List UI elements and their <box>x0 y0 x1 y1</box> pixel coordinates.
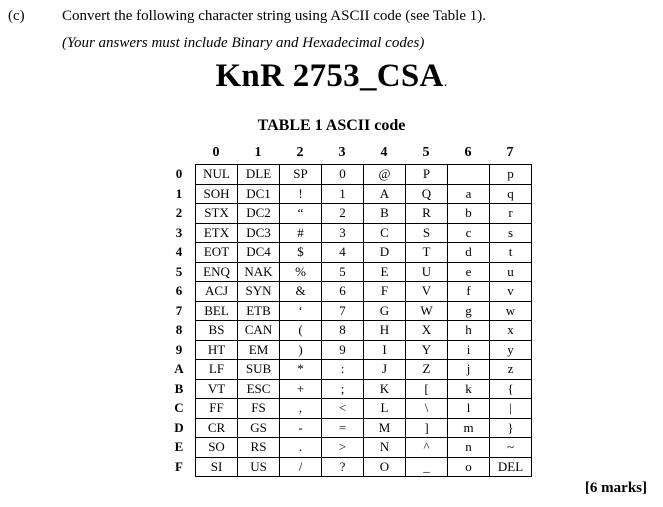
table-cell: G <box>364 301 406 321</box>
table-cell: l <box>448 399 490 419</box>
table-cell: 1 <box>322 184 364 204</box>
table-cell: ETX <box>196 223 238 243</box>
table-cell: # <box>280 223 322 243</box>
table-cell: L <box>364 399 406 419</box>
table-cell: + <box>280 379 322 399</box>
table-cell: B <box>364 204 406 224</box>
table-cell: @ <box>364 165 406 185</box>
column-header: 2 <box>296 145 304 160</box>
table-cell: VT <box>196 379 238 399</box>
table-cell: > <box>322 438 364 458</box>
table-cell: ? <box>322 457 364 477</box>
table-cell: 2 <box>322 204 364 224</box>
table-cell: z <box>490 360 532 380</box>
table-cell: y <box>490 340 532 360</box>
table-cell: M <box>364 418 406 438</box>
table-row <box>196 418 532 438</box>
table-cell: ( <box>280 321 322 341</box>
table-cell: h <box>448 321 490 341</box>
table-cell: \ <box>406 399 448 419</box>
table-cell: A <box>364 184 406 204</box>
table-cell: ) <box>280 340 322 360</box>
table-cell: GS <box>238 418 280 438</box>
table-cell: 4 <box>322 243 364 263</box>
table-cell: x <box>490 321 532 341</box>
table-cell: - <box>280 418 322 438</box>
table-caption: TABLE 1 ASCII code <box>257 117 406 134</box>
row-header: 9 <box>175 341 183 357</box>
table-cell: D <box>364 243 406 263</box>
table-cell: EM <box>238 340 280 360</box>
table-cell: [ <box>406 379 448 399</box>
table-cell: / <box>280 457 322 477</box>
marks-label: [6 marks] <box>584 480 647 496</box>
table-cell: “ <box>280 204 322 224</box>
table-cell: C <box>364 223 406 243</box>
table-cell: c <box>448 223 490 243</box>
table-cell: F <box>364 282 406 302</box>
table-cell: BS <box>196 321 238 341</box>
table-cell: HT <box>196 340 238 360</box>
table-cell: ] <box>406 418 448 438</box>
table-cell: p <box>490 165 532 185</box>
table-cell: i <box>448 340 490 360</box>
table-cell: ^ <box>406 438 448 458</box>
table-row <box>196 360 532 380</box>
table-row <box>196 399 532 419</box>
table-cell: CR <box>196 418 238 438</box>
ascii-table <box>195 164 532 477</box>
table-cell: U <box>406 262 448 282</box>
row-header: 2 <box>175 205 183 220</box>
table-cell: * <box>280 360 322 380</box>
table-cell: d <box>448 243 490 263</box>
table-row <box>196 282 532 302</box>
table-cell: BEL <box>196 301 238 321</box>
table-cell: S <box>406 223 448 243</box>
target-string <box>0 58 663 95</box>
row-header: 7 <box>175 302 183 318</box>
table-cell: 6 <box>322 282 364 302</box>
table-cell <box>448 165 490 185</box>
row-header: 1 <box>175 185 183 201</box>
table-row <box>196 184 532 204</box>
table-cell: n <box>448 438 490 458</box>
table-row <box>196 340 532 360</box>
table-cell: SUB <box>238 360 280 380</box>
column-header: 5 <box>422 145 430 160</box>
row-header: 0 <box>175 166 183 181</box>
table-cell: 0 <box>322 165 364 185</box>
table-cell: DC4 <box>238 243 280 263</box>
column-header: 3 <box>338 145 346 160</box>
table-cell: T <box>406 243 448 263</box>
table-cell: O <box>364 457 406 477</box>
table-cell: k <box>448 379 490 399</box>
table-cell: = <box>322 418 364 438</box>
question-subtext: (Your answers must include Binary and Hexadecimal codes) <box>62 35 425 51</box>
row-header: F <box>175 458 183 474</box>
table-cell: DEL <box>490 457 532 477</box>
table-cell: g <box>448 301 490 321</box>
table-cell: b <box>448 204 490 224</box>
table-cell: EOT <box>196 243 238 263</box>
table-cell: E <box>364 262 406 282</box>
table-cell: US <box>238 457 280 477</box>
table-cell: 3 <box>322 223 364 243</box>
table-cell: DC2 <box>238 204 280 224</box>
row-header: C <box>174 400 184 415</box>
table-cell: } <box>490 418 532 438</box>
target-string-end: . <box>443 75 448 90</box>
table-cell: RS <box>238 438 280 458</box>
table-cell: STX <box>196 204 238 224</box>
row-header: 5 <box>175 263 183 279</box>
table-cell: J <box>364 360 406 380</box>
row-header: A <box>174 361 184 376</box>
table-row <box>196 457 532 477</box>
table-cell: SI <box>196 457 238 477</box>
table-row <box>196 301 532 321</box>
table-cell: s <box>490 223 532 243</box>
column-header: 7 <box>506 145 514 160</box>
table-cell: SOH <box>196 184 238 204</box>
table-cell: u <box>490 262 532 282</box>
table-row <box>196 243 532 263</box>
table-cell: I <box>364 340 406 360</box>
table-cell: e <box>448 262 490 282</box>
table-cell: r <box>490 204 532 224</box>
table-cell: NUL <box>196 165 238 185</box>
column-header: 0 <box>212 145 220 160</box>
table-cell: w <box>490 301 532 321</box>
table-cell: CAN <box>238 321 280 341</box>
table-cell: ! <box>280 184 322 204</box>
table-cell: . <box>280 438 322 458</box>
table-cell: FF <box>196 399 238 419</box>
table-cell: ENQ <box>196 262 238 282</box>
table-row <box>196 321 532 341</box>
table-cell: o <box>448 457 490 477</box>
table-cell: & <box>280 282 322 302</box>
table-row <box>196 223 532 243</box>
table-cell: W <box>406 301 448 321</box>
table-cell: j <box>448 360 490 380</box>
table-cell: _ <box>406 457 448 477</box>
table-cell: 8 <box>322 321 364 341</box>
table-cell: q <box>490 184 532 204</box>
table-cell: NAK <box>238 262 280 282</box>
table-row <box>196 379 532 399</box>
table-cell: ; <box>322 379 364 399</box>
table-cell: % <box>280 262 322 282</box>
table-cell: V <box>406 282 448 302</box>
table-cell: 5 <box>322 262 364 282</box>
table-cell: SP <box>280 165 322 185</box>
table-cell: FS <box>238 399 280 419</box>
table-cell: DC3 <box>238 223 280 243</box>
table-cell: t <box>490 243 532 263</box>
table-cell: 9 <box>322 340 364 360</box>
row-header: D <box>174 419 184 435</box>
table-cell: DC1 <box>238 184 280 204</box>
table-cell: K <box>364 379 406 399</box>
table-cell: SYN <box>238 282 280 302</box>
table-cell: m <box>448 418 490 438</box>
table-cell: ‘ <box>280 301 322 321</box>
question-text: Convert the following character string using ASCII code (see Table 1). <box>62 8 486 24</box>
table-cell: ~ <box>490 438 532 458</box>
table-cell: DLE <box>238 165 280 185</box>
table-cell: : <box>322 360 364 380</box>
table-cell: N <box>364 438 406 458</box>
row-header: E <box>174 439 184 454</box>
target-string-text: KnR 2753_CSA <box>215 58 444 94</box>
table-row <box>196 204 532 224</box>
column-header: 1 <box>254 145 262 160</box>
question-label: (c) <box>8 8 25 24</box>
table-cell: R <box>406 204 448 224</box>
table-cell: SO <box>196 438 238 458</box>
table-cell: P <box>406 165 448 185</box>
table-cell: 7 <box>322 301 364 321</box>
table-cell: < <box>322 399 364 419</box>
column-header: 6 <box>464 145 472 160</box>
table-cell: v <box>490 282 532 302</box>
table-cell: Y <box>406 340 448 360</box>
table-cell: ETB <box>238 301 280 321</box>
table-cell: H <box>364 321 406 341</box>
table-cell: X <box>406 321 448 341</box>
table-cell: | <box>490 399 532 419</box>
table-cell: f <box>448 282 490 302</box>
table-cell: ESC <box>238 379 280 399</box>
row-header: 8 <box>175 322 183 337</box>
table-cell: Q <box>406 184 448 204</box>
column-header: 4 <box>380 145 388 160</box>
table-row <box>196 438 532 458</box>
table-cell: { <box>490 379 532 399</box>
table-cell: ACJ <box>196 282 238 302</box>
table-row <box>196 165 532 185</box>
table-cell: a <box>448 184 490 204</box>
row-header: 6 <box>175 283 183 298</box>
row-header: 3 <box>175 224 183 240</box>
table-cell: Z <box>406 360 448 380</box>
table-cell: , <box>280 399 322 419</box>
row-header: B <box>174 380 184 396</box>
table-cell: $ <box>280 243 322 263</box>
table-row <box>196 262 532 282</box>
row-header: 4 <box>175 244 183 259</box>
table-cell: LF <box>196 360 238 380</box>
